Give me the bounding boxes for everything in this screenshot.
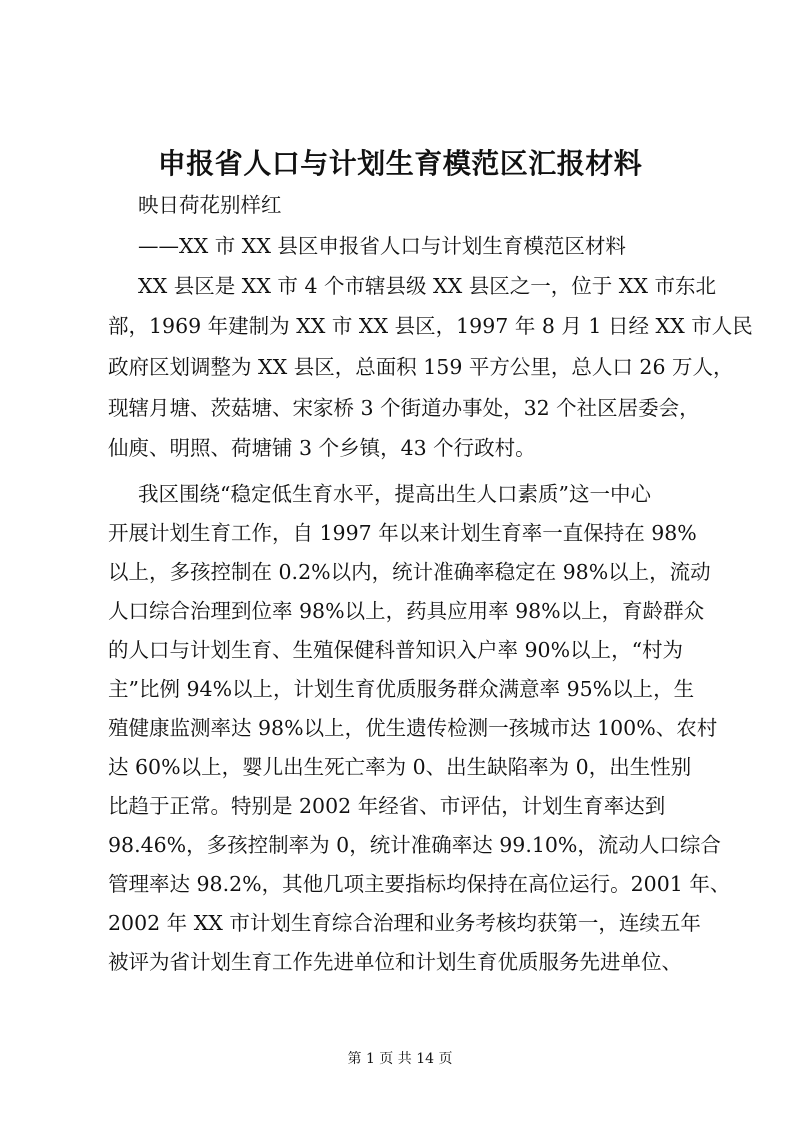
paragraph-line: 被评为省计划生育工作先进单位和计划生育优质服务先进单位、 bbox=[108, 950, 682, 974]
paragraph-line: 部，1969 年建制为 XX 市 XX 县区，1997 年 8 月 1 日经 XX 市人民 bbox=[108, 314, 753, 338]
paragraph-line: 主”比例 94%以上，计划生育优质服务群众满意率 95%以上，生 bbox=[108, 677, 695, 701]
paragraph-line: 管理率达 98.2%，其他几项主要指标均保持在高位运行。2001 年、 bbox=[108, 872, 731, 896]
paragraph-line: 比趋于正常。特别是 2002 年经省、市评估，计划生育率达到 bbox=[108, 794, 666, 818]
document-byline: ——XX 市 XX 县区申报省人口与计划生育模范区材料 bbox=[138, 234, 626, 258]
paragraph-line: 我区围绕“稳定低生育水平，提高出生人口素质”这一中心 bbox=[138, 482, 651, 506]
paragraph-line: 政府区划调整为 XX 县区，总面积 159 平方公里，总人口 26 万人， bbox=[108, 355, 734, 379]
paragraph-line: 的人口与计划生育、生殖保健科普知识入户率 90%以上，“村为 bbox=[108, 638, 684, 662]
paragraph-line: 人口综合治理到位率 98%以上，药具应用率 98%以上，育龄群众 bbox=[108, 599, 705, 623]
paragraph-line: 现辖月塘、茨菇塘、宋家桥 3 个街道办事处，32 个社区居委会， bbox=[108, 396, 700, 420]
page-number-footer: 第 1 页 共 14 页 bbox=[347, 1051, 453, 1067]
paragraph-line: 仙庾、明照、荷塘铺 3 个乡镇，43 个行政村。 bbox=[108, 436, 536, 460]
paragraph-line: 开展计划生育工作，自 1997 年以来计划生育率一直保持在 98% bbox=[108, 521, 697, 545]
paragraph-line: XX 县区是 XX 市 4 个市辖县级 XX 县区之一，位于 XX 市东北 bbox=[138, 274, 716, 298]
paragraph-line: 达 60%以上，婴儿出生死亡率为 0、出生缺陷率为 0，出生性别 bbox=[108, 755, 692, 779]
document-subtitle: 映日荷花别样红 bbox=[138, 193, 282, 217]
document-title: 申报省人口与计划生育模范区汇报材料 bbox=[157, 147, 643, 180]
paragraph-line: 2002 年 XX 市计划生育综合治理和业务考核均获第一，连续五年 bbox=[108, 911, 701, 935]
paragraph-line: 殖健康监测率达 98%以上，优生遗传检测一孩城市达 100%、农村 bbox=[108, 716, 718, 740]
paragraph-line: 以上，多孩控制在 0.2%以内，统计准确率稳定在 98%以上，流动 bbox=[108, 560, 711, 584]
paragraph-line: 98.46%，多孩控制率为 0，统计准确率达 99.10%，流动人口综合 bbox=[108, 833, 721, 857]
